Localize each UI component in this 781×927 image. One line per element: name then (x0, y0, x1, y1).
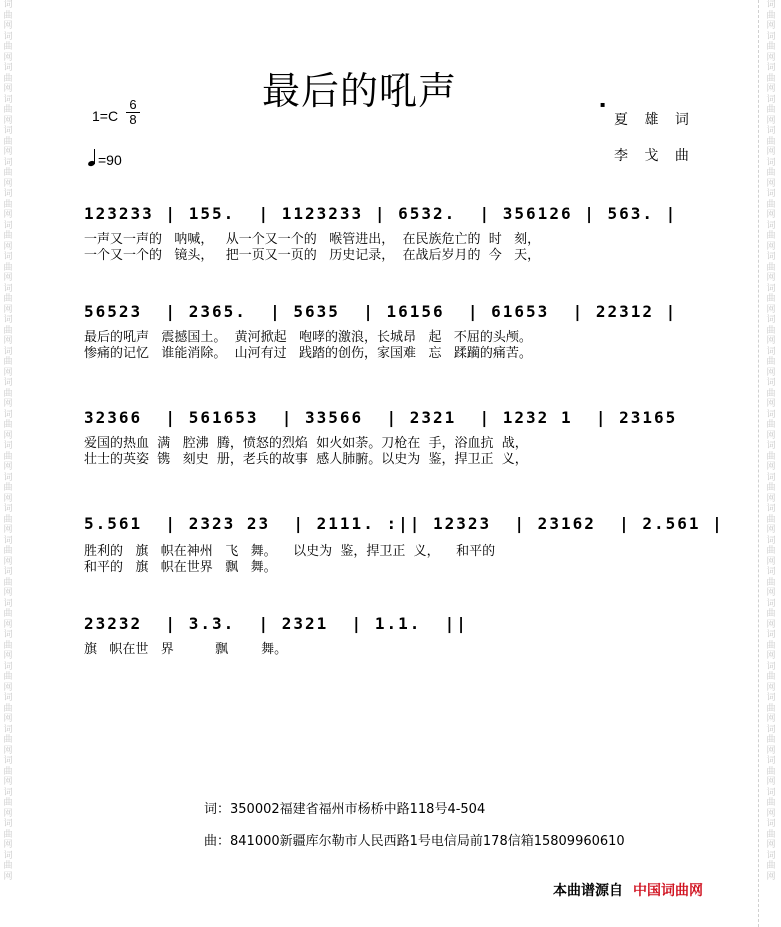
source-credit (553, 880, 703, 900)
score-line-4-notes: 5.561 | 2323 23 | 2111. :|| 12323 | 23162 | 2.561 | (84, 514, 724, 533)
credits (614, 102, 695, 174)
score-line-2-lyrics-verse-2: 惨痛的记忆 谁能消除。 山河有过 践踏的创伤，家国难 忘 蹂躏的痛苦。 (84, 346, 532, 361)
song-title: 最后的吼声 (262, 69, 458, 113)
key-signature: 1=C (92, 108, 119, 124)
right-watermark: 词曲网词曲网词曲网词曲网词曲网词曲网词曲网词曲网词曲网词曲网词曲网词曲网词曲网词曲网词曲网词曲网词曲网词曲网词曲网词曲网词曲网词曲网词曲网词曲网词曲网词曲网词曲网词曲网 (766, 0, 776, 882)
time-signature (126, 98, 140, 127)
lyricist-credit: 夏 雄 词 (614, 112, 695, 128)
score-line-1-lyrics-verse-1: 一声又一声的 呐喊， 从一个又一个的 喉管进出， 在民族危亡的 时 刻， (84, 232, 541, 247)
tempo-value: =90 (98, 152, 122, 168)
meter-bottom: 8 (126, 112, 140, 127)
source-brand-link[interactable]: 中国词曲网 (633, 883, 703, 899)
score-line-3-notes: 32366 | 561653 | 33566 | 2321 | 1232 1 | 23165 (84, 408, 689, 427)
tick-mark: ▪ (600, 100, 606, 109)
meter-top: 6 (129, 97, 137, 112)
score-line-4-lyrics-verse-1: 胜利的 旗 帜在神州 飞 舞。 以史为 鉴，捍卫正 义， 和平的 (84, 544, 496, 559)
tempo-marking (88, 148, 122, 168)
composer-address: 曲：841000新疆库尔勒市人民西路1号电信局前178信箱15809960610 (204, 834, 625, 849)
score-line-3-lyrics-verse-1: 爱国的热血 满 腔沸 腾，愤怒的烈焰 如火如荼。刀枪在 手，浴血抗 战， (84, 436, 528, 451)
lyricist-address: 词：350002福建省福州市杨桥中路118号4-504 (204, 802, 486, 817)
source-label: 本曲谱源自 (553, 883, 623, 899)
score-line-5-notes: 23232 | 3.3. | 2321 | 1.1. || (84, 614, 468, 633)
score-line-1-lyrics-verse-2: 一个又一个的 镜头， 把一页又一页的 历史记录， 在战后岁月的 今 天， (84, 248, 541, 263)
score-line-4-lyrics-verse-2: 和平的 旗 帜在世界 飘 舞。 (84, 560, 277, 575)
score-line-1-notes: 123233 | 155. | 1123233 | 6532. | 356126 | 563. | (84, 204, 678, 223)
score-line-3-lyrics-verse-2: 壮士的英姿 镌 刻史 册，老兵的故事 感人肺腑。以史为 鉴，捍卫正 义， (84, 452, 528, 467)
left-watermark: 词曲网词曲网词曲网词曲网词曲网词曲网词曲网词曲网词曲网词曲网词曲网词曲网词曲网词曲网词曲网词曲网词曲网词曲网词曲网词曲网词曲网词曲网词曲网词曲网词曲网词曲网词曲网词曲网 (3, 0, 13, 882)
score-line-5-lyrics: 旗 帜在世 界 飘 舞。 (84, 642, 288, 657)
score-line-2-notes: 56523 | 2365. | 5635 | 16156 | 61653 | 22312 | (84, 302, 678, 321)
score-line-2-lyrics-verse-1: 最后的吼声 震撼国土。 黄河掀起 咆哮的激浪，长城昂 起 不屈的头颅。 (84, 330, 532, 345)
right-dashed-divider (758, 0, 759, 927)
quarter-note-icon (88, 148, 98, 168)
composer-credit: 李 戈 曲 (614, 148, 695, 164)
